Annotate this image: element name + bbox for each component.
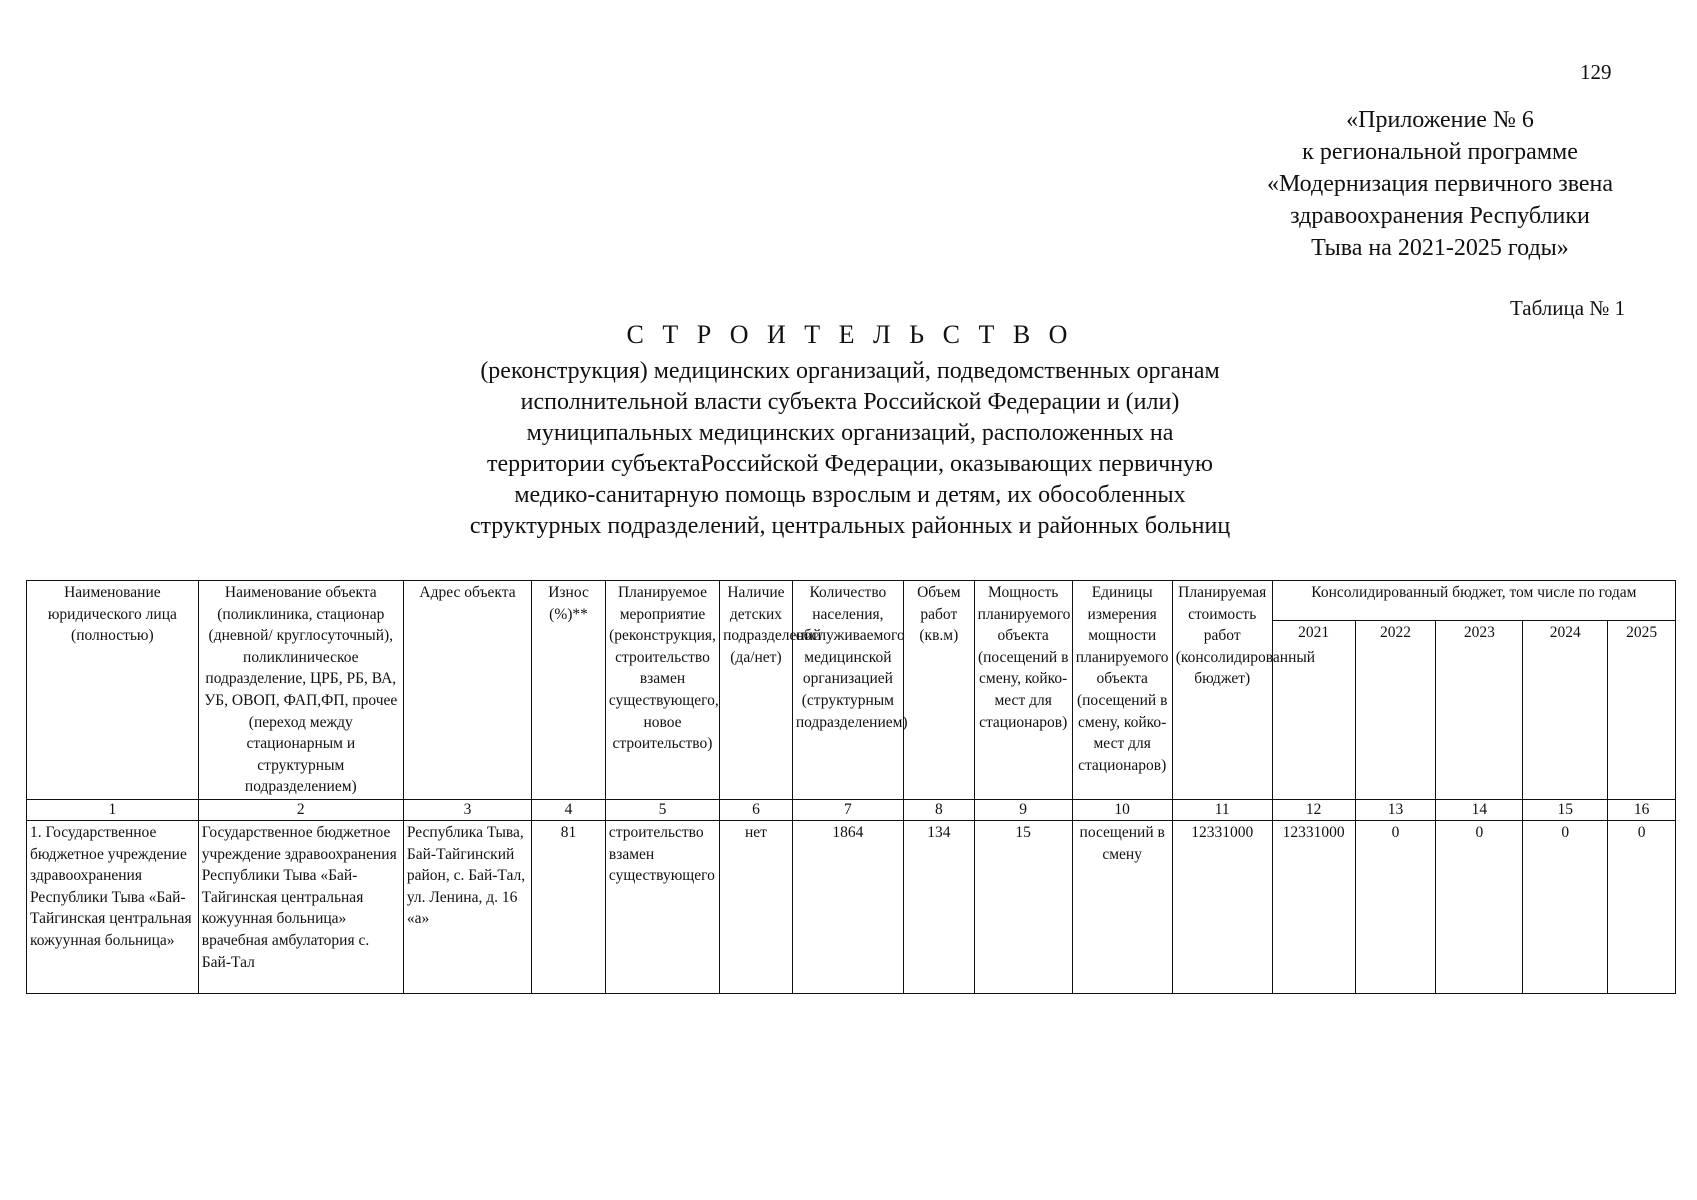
cell-2025: 0 (1608, 820, 1676, 993)
table-row (27, 820, 1676, 993)
column-number: 4 (532, 799, 606, 820)
cell-volume: 134 (903, 820, 974, 993)
column-number: 14 (1436, 799, 1523, 820)
annex-line: к региональной программе (1302, 139, 1578, 165)
header-wear: Износ (%)** (532, 581, 606, 800)
header-year-2025: 2025 (1608, 620, 1676, 799)
construction-table (26, 580, 1676, 994)
document-subtitle (340, 356, 1360, 542)
annex-block (1230, 104, 1650, 264)
column-number: 6 (720, 799, 793, 820)
document-title: С Т Р О И Т Е Л Ь С Т В О (626, 320, 1074, 349)
subtitle-line: (реконструкция) медицинских организаций, подведомственных органам (480, 358, 1220, 384)
header-budget: Консолидированный бюджет, том числе по годам (1272, 581, 1675, 621)
cell-cost: 12331000 (1172, 820, 1272, 993)
header-year-2023: 2023 (1436, 620, 1523, 799)
cell-2021: 12331000 (1272, 820, 1355, 993)
column-number: 13 (1355, 799, 1436, 820)
page-number: 129 (1580, 60, 1612, 84)
annex-line: «Приложение № 6 (1346, 107, 1534, 133)
column-number: 10 (1072, 799, 1172, 820)
cell-wear: 81 (532, 820, 606, 993)
header-address: Адрес объекта (403, 581, 531, 800)
cell-2023: 0 (1436, 820, 1523, 993)
table-label: Таблица № 1 (1510, 296, 1626, 320)
column-number: 2 (198, 799, 403, 820)
cell-2024: 0 (1523, 820, 1608, 993)
column-number-row (27, 799, 1676, 820)
column-number: 3 (403, 799, 531, 820)
header-object-name: Наименование объекта (поликлиника, стационар (дневной/ круглосуточный), поликлиническое подразделение, ЦРБ, РБ, ВА, УБ, ОВОП, ФАП,ФП, прочее (переход между стационарным и структурным подразделением) (198, 581, 403, 800)
cell-children-units: нет (720, 820, 793, 993)
subtitle-line: территории субъектаРоссийской Федерации, оказывающих первичную (487, 451, 1213, 477)
cell-measure: строительство взамен существующего (605, 820, 719, 993)
subtitle-line: медико-санитарную помощь взрослым и детям, их обособленных (514, 482, 1186, 508)
cell-capacity: 15 (974, 820, 1072, 993)
subtitle-line: муниципальных медицинских организаций, расположенных на (526, 420, 1174, 446)
column-number: 5 (605, 799, 719, 820)
column-number: 12 (1272, 799, 1355, 820)
header-year-2021: 2021 (1272, 620, 1355, 799)
column-number: 16 (1608, 799, 1676, 820)
annex-line: здравоохранения Республики (1290, 203, 1590, 229)
annex-line: «Модернизация первичного звена (1266, 171, 1614, 197)
header-children-units: Наличие детских подразделений (да/нет) (720, 581, 793, 800)
cell-capacity-unit: посещений в смену (1072, 820, 1172, 993)
cell-legal-entity: 1. Государственное бюджетное учреждение здравоохранения Республики Тыва «Бай-Тайгинская центральная кожуунная больница» (27, 820, 199, 993)
cell-object-name: Государственное бюджетное учреждение здравоохранения Республики Тыва «Бай-Тайгинская центральная кожуунная больница» врачебная амбулатория с. Бай-Тал (198, 820, 403, 993)
header-measure: Планируемое мероприятие (реконструкция, строительство взамен существующего, новое строительство) (605, 581, 719, 800)
column-number: 9 (974, 799, 1072, 820)
column-number: 8 (903, 799, 974, 820)
header-volume: Объем работ (кв.м) (903, 581, 974, 800)
subtitle-line: структурных подразделений, центральных районных и районных больниц (469, 513, 1231, 539)
column-number: 1 (27, 799, 199, 820)
header-capacity-unit: Единицы измерения мощности планируемого объекта (посещений в смену, койко-мест для стационаров) (1072, 581, 1172, 800)
header-year-2024: 2024 (1523, 620, 1608, 799)
subtitle-line: исполнительной власти субъекта Российской Федерации и (или) (520, 389, 1180, 415)
column-number: 7 (792, 799, 903, 820)
column-number: 11 (1172, 799, 1272, 820)
header-year-2022: 2022 (1355, 620, 1436, 799)
column-number: 15 (1523, 799, 1608, 820)
cell-address: Республика Тыва, Бай-Тайгинский район, с. Бай-Тал, ул. Ленина, д. 16 «а» (403, 820, 531, 993)
header-cost: Планируемая стоимость работ (консолидированный бюджет) (1172, 581, 1272, 800)
annex-line: Тыва на 2021-2025 годы» (1311, 235, 1569, 261)
cell-2022: 0 (1355, 820, 1436, 993)
header-legal-entity: Наименование юридического лица (полностью) (27, 581, 199, 800)
header-capacity: Мощность планируемого объекта (посещений в смену, койко-мест для стационаров) (974, 581, 1072, 800)
cell-population: 1864 (792, 820, 903, 993)
header-population: Количество населения, обслуживаемого медицинской организацией (структурным подразделением) (792, 581, 903, 800)
